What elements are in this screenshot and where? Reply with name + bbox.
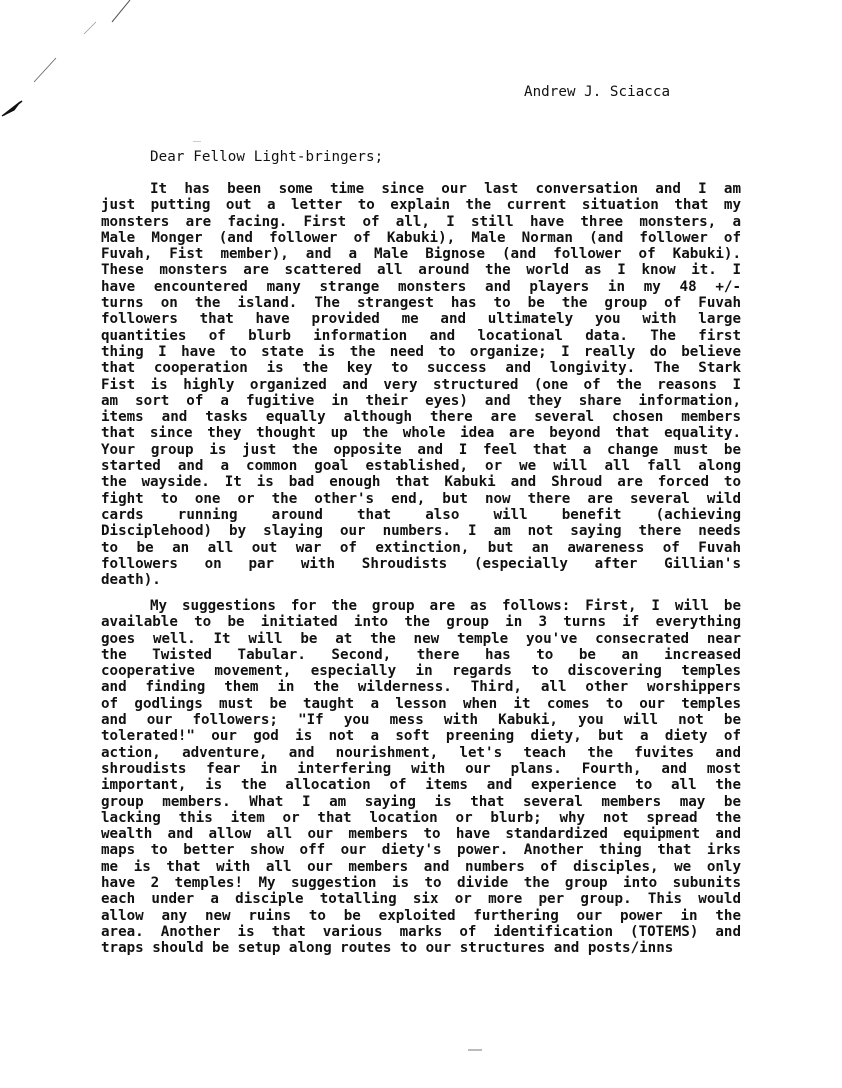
paragraph-line: area. Another is that various marks of identification (TOTEMS) and [101,923,741,940]
paragraph-line: lacking this item or that location or blurb; why not spread the [101,809,741,826]
paragraph-line: tolerated!" our god is not a soft preening diety, but a diety of [101,728,741,745]
paragraph-line: the wayside. It is bad enough that Kabuki and Shroud are forced to [101,474,741,491]
paragraph-line: It has been some time since our last conversation and I am [150,181,741,197]
paragraph-line: and our followers; "If you mess with Kabuki, you will not be [101,712,741,729]
paragraph-line: followers that have provided me and ultimately you with large [101,311,741,328]
paragraph-line: followers on par with Shroudists (especially after Gillian's [101,555,741,572]
paragraph-line: thing I have to state is the need to organize; I really do believe [101,343,741,360]
paragraph-line: group members. What I am saying is that several members may be [101,793,741,810]
paragraph-line: shroudists fear in interfering with our plans. Fourth, and most [101,760,741,777]
paragraph-line: cooperative movement, especially in regards to discovering temples [101,663,741,680]
paragraph-line: that cooperation is the key to success and longivity. The Stark [101,360,741,377]
paragraph-line: allow any new ruins to be exploited furthering our power in the [101,907,741,924]
paragraph-line: to be an all out war of extinction, but an awareness of Fuvah [101,539,741,556]
scribble-line-1 [112,0,130,22]
faint-mark [193,141,201,142]
author-name: Andrew J. Sciacca [524,84,671,100]
paragraph-line: action, adventure, and nourishment, let's teach the fuvites and [101,744,741,761]
paragraph-line: Fist is highly organized and very structured (one of the reasons I [101,376,741,393]
paragraph-line: cards running around that also will benefit (achieving [101,506,741,523]
paragraph-line: Fuvah, Fist member), and a Male Bignose (and follower of Kabuki). [101,246,741,263]
paragraph-line: just putting out a letter to explain the current situation that my [101,197,741,214]
paragraph-line: started and a common goal established, or we will all fall along [101,458,741,475]
scribble-line-3 [34,58,56,82]
paragraph-line: These monsters are scattered all around the world as I know it. I [101,262,741,279]
paragraph-line: quantities of blurb information and locational data. The first [101,327,741,344]
paragraph-line: goes well. It will be at the new temple you've consecrated near [101,630,741,647]
paragraph-line: important, is the allocation of items and experience to all the [101,777,741,794]
paragraph-line: Male Monger (and follower of Kabuki), Male Norman (and follower of [101,229,741,246]
salutation: Dear Fellow Light-bringers; [150,149,384,165]
paragraph-line: Disciplehood) by slaying our numbers. I am not saying there needs [101,523,741,540]
paragraph-1 [101,181,741,588]
paragraph-line: My suggestions for the group are as follows: First, I will be [150,598,741,614]
paragraph-line: have 2 temples! My suggestion is to divide the group into subunits [101,875,741,892]
scribble-line-4 [4,101,22,115]
paragraph-line: and finding them in the wilderness. Third, all other worshippers [101,679,741,696]
faint-footer-mark [468,1049,482,1051]
paragraph-2 [101,598,741,957]
paragraph-line: that since they thought up the whole idea are beyond that equality. [101,425,741,442]
paragraph-line: have encountered many strange monsters and players in my 48 +/- [101,278,741,295]
paragraph-line: wealth and allow all our members to have standardized equipment and [101,826,741,843]
paragraph-line: traps should be setup along routes to our structures and posts/inns [101,940,674,957]
paragraph-line: fight to one or the other's end, but now there are several wild [101,490,741,507]
scribble-line-2 [84,22,96,34]
paragraph-line: Your group is just the opposite and I feel that a change must be [101,441,741,458]
paragraph-line: items and tasks equally although there are several chosen members [101,409,741,426]
paragraph-line: am sort of a fugitive in their eyes) and they share information, [101,392,741,409]
paragraph-line: each under a disciple totalling six or more per group. This would [101,891,741,908]
paragraph-line: available to be initiated into the group in 3 turns if everything [101,614,741,631]
paragraph-line: of godlings must be taught a lesson when it comes to our temples [101,695,741,712]
paragraph-line: death). [101,572,161,589]
paragraph-line: maps to better show off our diety's power. Another thing that irks [101,842,741,859]
paragraph-line: the Twisted Tabular. Second, there has to be an increased [101,646,741,663]
paragraph-line: turns on the island. The strangest has to be the group of Fuvah [101,295,741,312]
paragraph-line: monsters are facing. First of all, I still have three monsters, a [101,213,741,230]
paragraph-line: me is that with all our members and numbers of disciples, we only [101,858,741,875]
